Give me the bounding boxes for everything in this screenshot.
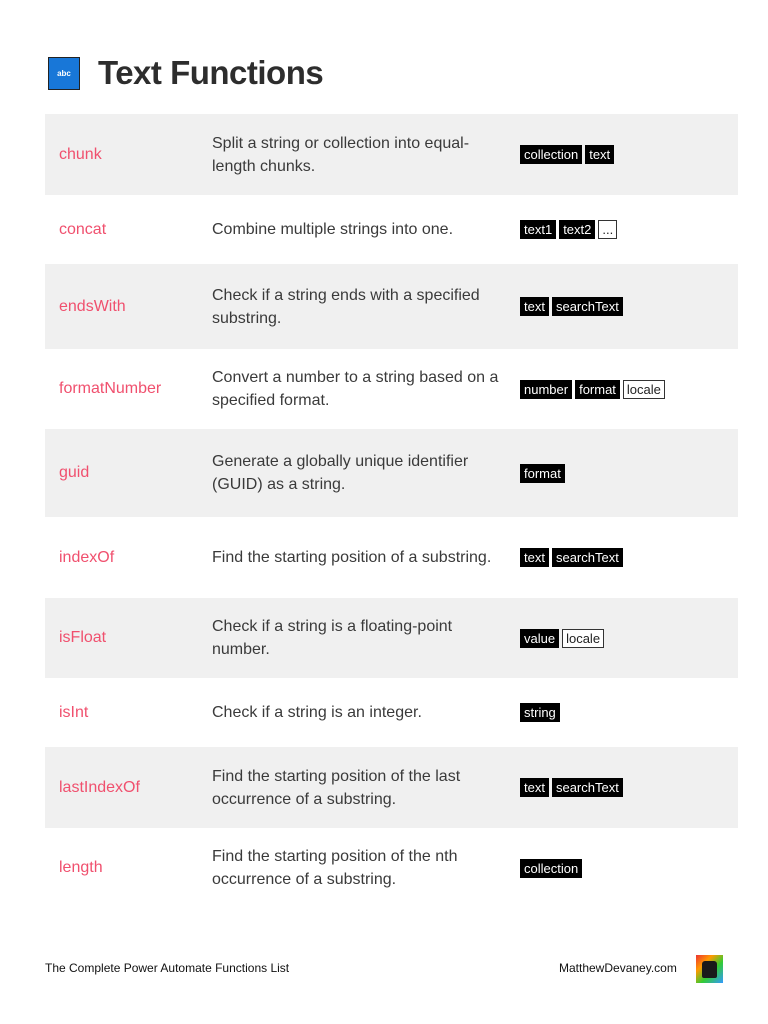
function-description: Find the starting position of the last occurrence of a substring. xyxy=(212,767,461,808)
function-name: isFloat xyxy=(59,629,107,646)
optional-parameter-tag: locale xyxy=(623,380,665,399)
function-name: guid xyxy=(59,464,90,481)
optional-parameter-tag: ... xyxy=(598,220,617,239)
function-description: Generate a globally unique identifier (GUID) as a string. xyxy=(212,453,469,493)
function-parameters xyxy=(520,629,604,648)
function-parameters xyxy=(520,145,614,164)
page-title: Text Functions xyxy=(98,54,324,91)
table-row xyxy=(45,429,738,517)
required-parameter-tag: text xyxy=(520,297,549,316)
function-description: Combine multiple strings into one. xyxy=(212,221,454,238)
required-parameter-tag: format xyxy=(520,464,565,483)
function-parameters xyxy=(520,703,560,722)
required-parameter-tag: text xyxy=(520,778,549,797)
required-parameter-tag: collection xyxy=(520,859,582,878)
table-row xyxy=(45,114,738,195)
function-name: formatNumber xyxy=(59,380,162,397)
table-row xyxy=(45,828,738,908)
function-name: isInt xyxy=(59,703,89,721)
function-description: Convert a number to a string based on a specified format. xyxy=(212,369,499,409)
table-row xyxy=(45,517,738,598)
functions-table xyxy=(45,114,738,908)
footer-site[interactable]: MatthewDevaney.com xyxy=(559,961,677,975)
required-parameter-tag: searchText xyxy=(552,778,623,797)
required-parameter-tag: searchText xyxy=(552,297,623,316)
function-parameters xyxy=(520,380,665,399)
required-parameter-tag: format xyxy=(575,380,620,399)
function-name: length xyxy=(59,859,103,876)
table-row xyxy=(45,195,738,264)
function-description: Check if a string ends with a specified substring. xyxy=(212,286,480,327)
required-parameter-tag: text xyxy=(585,145,614,164)
function-description: Check if a string is a floating-point number. xyxy=(212,618,453,658)
function-description: Find the starting position of a substring. xyxy=(212,549,492,566)
required-parameter-tag: text xyxy=(520,548,549,567)
function-name: endsWith xyxy=(59,297,126,315)
function-name: concat xyxy=(59,220,107,238)
table-row xyxy=(45,747,738,828)
required-parameter-tag: text1 xyxy=(520,220,556,239)
table-row xyxy=(45,264,738,349)
function-name: chunk xyxy=(59,145,102,163)
function-parameters xyxy=(520,220,617,239)
text-functions-logo xyxy=(48,57,80,90)
table-row xyxy=(45,678,738,747)
required-parameter-tag: searchText xyxy=(552,548,623,567)
required-parameter-tag: value xyxy=(520,629,559,648)
table-row xyxy=(45,598,738,678)
function-name: indexOf xyxy=(59,548,115,566)
function-parameters xyxy=(520,548,623,567)
page-header xyxy=(48,54,323,92)
optional-parameter-tag: locale xyxy=(562,629,604,648)
function-parameters xyxy=(520,464,565,483)
function-parameters xyxy=(520,778,623,797)
table-row xyxy=(45,349,738,429)
function-description: Check if a string is an integer. xyxy=(212,704,422,721)
function-name: lastIndexOf xyxy=(59,778,140,796)
function-parameters xyxy=(520,859,582,878)
required-parameter-tag: text2 xyxy=(559,220,595,239)
required-parameter-tag: number xyxy=(520,380,572,399)
function-description: Split a string or collection into equal-length chunks. xyxy=(212,134,470,175)
required-parameter-tag: string xyxy=(520,703,560,722)
function-parameters xyxy=(520,297,623,316)
author-avatar-icon xyxy=(696,955,723,983)
function-description: Find the starting position of the nth occurrence of a substring. xyxy=(212,848,458,888)
required-parameter-tag: collection xyxy=(520,145,582,164)
footer-title: The Complete Power Automate Functions List xyxy=(45,961,290,975)
logo-text: abc xyxy=(57,68,71,78)
